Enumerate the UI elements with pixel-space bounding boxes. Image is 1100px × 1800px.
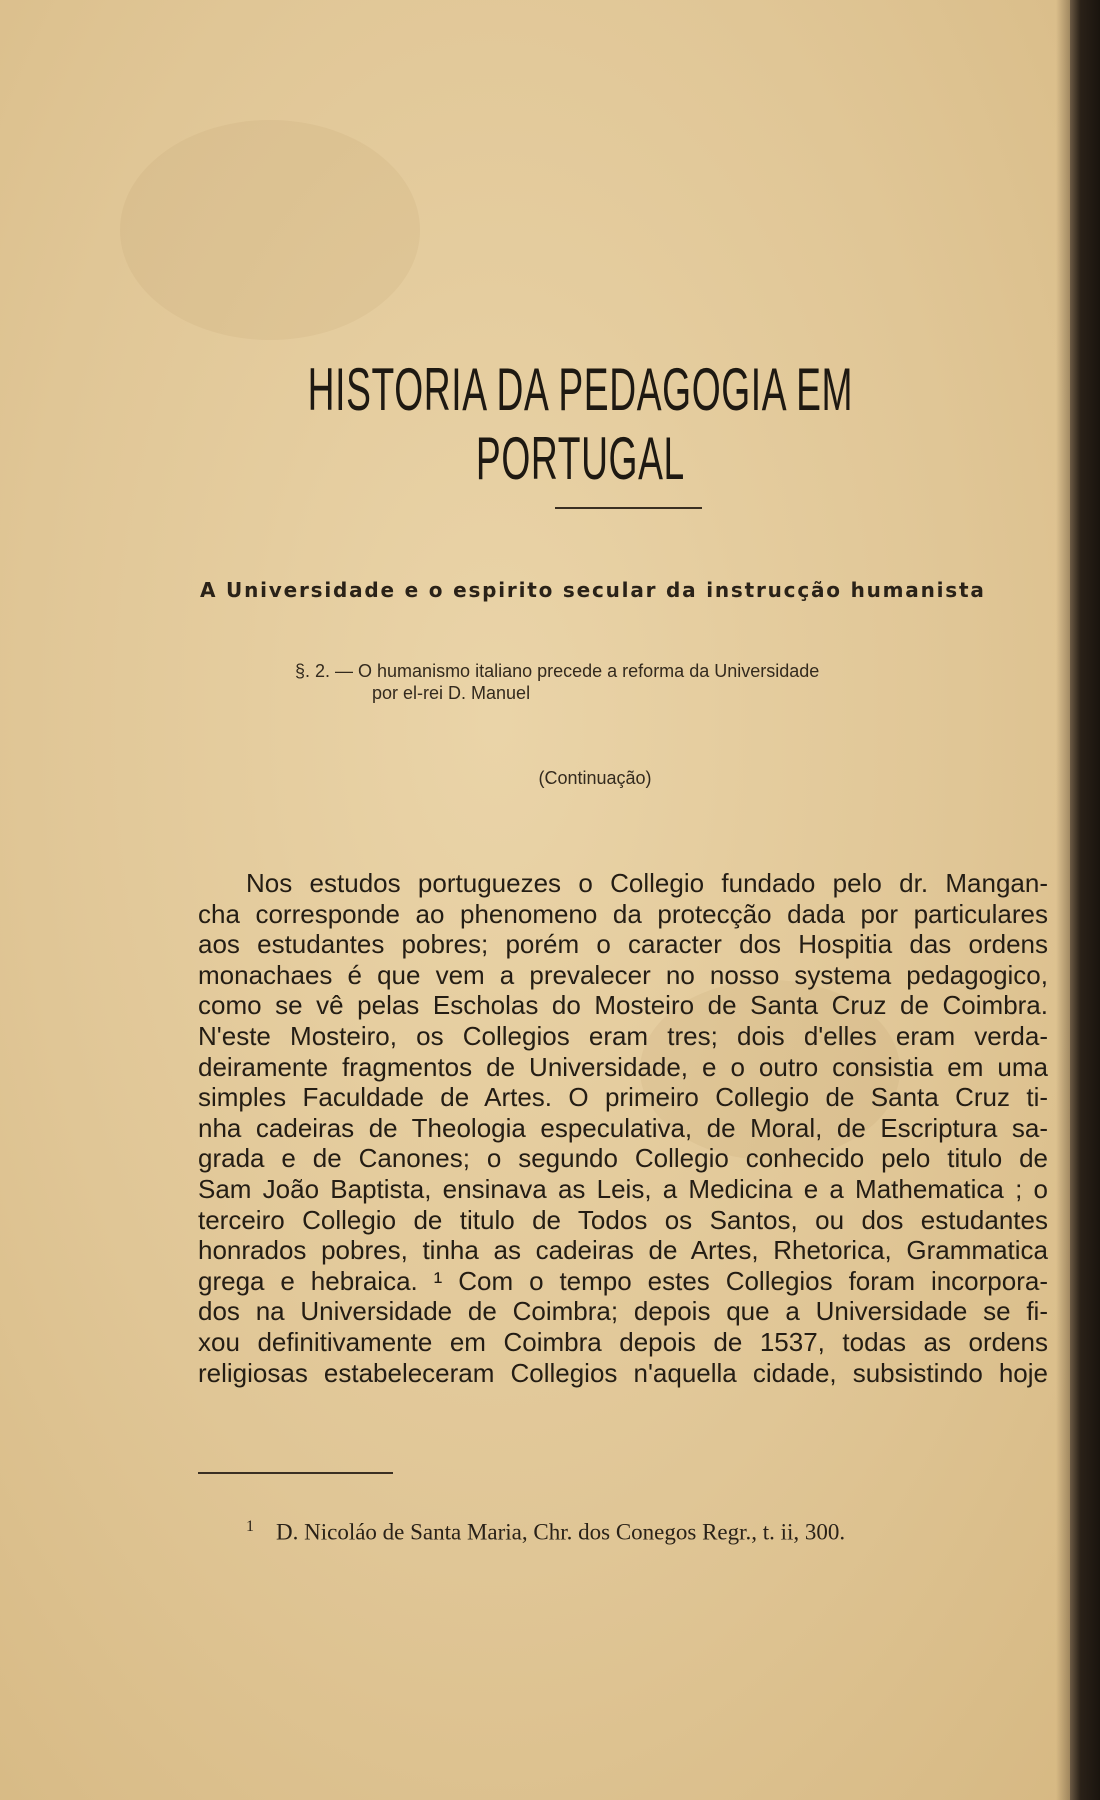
body-line: simples Faculdade de Artes. O primeiro Collegio de Santa Cruz ti- (198, 1082, 1048, 1113)
body-line: grada e de Canones; o segundo Collegio conhecido pelo titulo de (198, 1143, 1048, 1174)
footnote-text: D. Nicoláo de Santa Maria, Chr. dos Conegos Regr., t. ii, 300. (276, 1519, 846, 1545)
body-line: Sam João Baptista, ensinava as Leis, a Medicina e a Mathematica ; o (198, 1173, 1048, 1204)
subsection-line-1: §. 2. — O humanismo italiano precede a reforma da Universidade (295, 661, 820, 681)
body-line: honrados pobres, tinha as cadeiras de Artes, Rhetorica, Grammatica (198, 1235, 1048, 1266)
body-line: N'este Mosteiro, os Collegios eram tres; dois d'elles eram verda- (198, 1020, 1048, 1051)
footnote-divider (198, 1472, 393, 1474)
body-line: deiramente fragmentos de Universidade, e o outro consistia em uma (198, 1051, 1048, 1082)
continuation-note: (Continuação) (538, 768, 652, 788)
section-heading: A Universidade e o espirito secular da instrucção humanista (200, 578, 986, 602)
body-line: xou definitivamente em Coimbra depois de 1537, todas as ordens (198, 1326, 1048, 1357)
subsection-line-2: por el-rei D. Manuel (372, 683, 531, 703)
page-edge-shadow (1056, 0, 1070, 1800)
body-line: dos na Universidade de Coimbra; depois que a Universidade se fi- (198, 1296, 1048, 1327)
paper-stain (120, 120, 420, 340)
body-line: aos estudantes pobres; porém o caracter dos Hospitia das ordens (198, 929, 1048, 960)
subsection-heading (295, 660, 995, 704)
body-paragraph (198, 868, 1048, 1388)
body-line: cha corresponde ao phenomeno da protecção dada por particulares (198, 898, 1048, 929)
page-title: HISTORIA DA PEDAGOGIA EM PORTUGAL (307, 356, 854, 492)
body-line: monachaes é que vem a prevalecer no nosso systema pedagogico, (198, 959, 1048, 990)
body-line: terceiro Collegio de titulo de Todos os Santos, ou dos estudantes (198, 1204, 1048, 1235)
body-line: religiosas estabeleceram Collegios n'aquella cidade, subsistindo hoje (198, 1357, 1048, 1388)
body-line: Nos estudos portuguezes o Collegio fundado pelo dr. Mangan- (246, 868, 1048, 898)
body-line: como se vê pelas Escholas do Mosteiro de Santa Cruz de Coimbra. (198, 990, 1048, 1021)
title-divider (555, 507, 702, 509)
body-line: nha cadeiras de Theologia especulativa, de Moral, de Escriptura sa- (198, 1112, 1048, 1143)
body-line: grega e hebraica. ¹ Com o tempo estes Collegios foram incorpora- (198, 1265, 1048, 1296)
footnote-mark: 1 (246, 1518, 254, 1535)
footnote (246, 1518, 1006, 1546)
book-spine-edge (1070, 0, 1100, 1800)
